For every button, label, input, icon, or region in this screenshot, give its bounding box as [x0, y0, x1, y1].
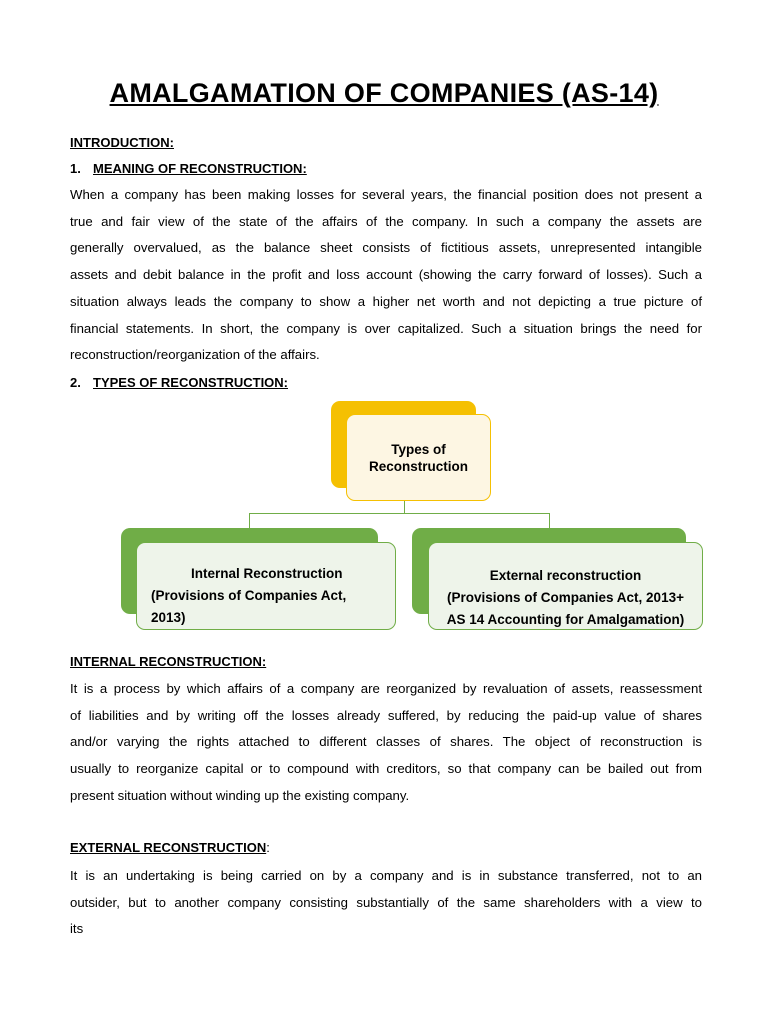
root-box-line: Types of: [391, 441, 446, 457]
section-2-title: TYPES OF RECONSTRUCTION:: [93, 375, 289, 390]
paragraph-line: financial statements. In short, the company is over capitalized. Such a situation brings the need for: [70, 320, 702, 336]
internal-box: [136, 542, 396, 630]
paragraph-line: and/or varying the rights attached to different classes of shares. The object of reconstruction is: [70, 734, 702, 750]
paragraph-line: present situation without winding up the existing company.: [70, 787, 410, 803]
connector-line: [549, 513, 550, 529]
paragraph-line: When a company has been making losses for several years, the financial position does not present a: [70, 187, 702, 202]
section-2-heading: [70, 375, 288, 390]
root-box-line: Reconstruction: [368, 458, 468, 474]
external-heading: [70, 840, 270, 855]
connector-line: [249, 513, 250, 529]
section-2-number: 2.: [70, 375, 81, 390]
paragraph-line: generally overvalued, as the balance sheet consists of fictitious assets, unrepresented intangible: [70, 240, 702, 256]
external-box-line: External reconstruction: [489, 568, 642, 583]
connector-line: [249, 513, 550, 514]
external-heading-text: EXTERNAL RECONSTRUCTION: [70, 840, 267, 855]
paragraph-line: of liabilities and by writing off the losses already suffered, by reducing the paid-up value of shares: [70, 707, 702, 723]
section-1-number: 1.: [70, 161, 81, 176]
internal-box-line: 2013): [151, 610, 186, 625]
introduction-heading: INTRODUCTION:: [70, 135, 174, 150]
external-box-line: (Provisions of Companies Act, 2013+: [447, 590, 684, 605]
external-box: [428, 542, 703, 630]
connector-line: [404, 501, 405, 513]
internal-box-line: Internal Reconstruction: [191, 566, 343, 581]
internal-paragraph: [70, 676, 702, 810]
external-box-line: AS 14 Accounting for Amalgamation): [446, 612, 685, 627]
internal-heading: INTERNAL RECONSTRUCTION:: [70, 654, 267, 669]
paragraph-line: assets and debit balance in the profit and loss account (showing the carry forward of losses). Such a: [70, 267, 702, 283]
paragraph-line: situation always leads the company to show a higher net worth and not depicting a true picture of: [70, 293, 702, 309]
root-box: [346, 414, 491, 501]
external-heading-colon: :: [266, 840, 270, 855]
meaning-paragraph: [70, 182, 702, 369]
paragraph-line: usually to reorganize capital or to compound with creditors, so that company can be bailed out from: [70, 761, 702, 777]
internal-box-line: (Provisions of Companies Act,: [151, 588, 347, 603]
paragraph-line: It is a process by which affairs of a company are reorganized by revaluation of assets, reassessment: [70, 681, 702, 696]
paragraph-line: It is an undertaking is being carried on by a company and is in substance transferred, not to an: [70, 868, 702, 883]
external-paragraph: [70, 863, 702, 943]
section-1-title: MEANING OF RECONSTRUCTION:: [93, 161, 307, 176]
section-1-heading: [70, 161, 307, 176]
paragraph-line: its: [70, 921, 84, 937]
paragraph-line: reconstruction/reorganization of the affairs.: [70, 347, 320, 363]
document-title: AMALGAMATION OF COMPANIES (AS-14): [109, 78, 659, 108]
paragraph-line: outsider, but to another company consisting substantially of the same shareholders with a view to: [70, 894, 702, 910]
paragraph-line: true and fair view of the state of the affairs of the company. In such a company the assets are: [70, 213, 702, 229]
